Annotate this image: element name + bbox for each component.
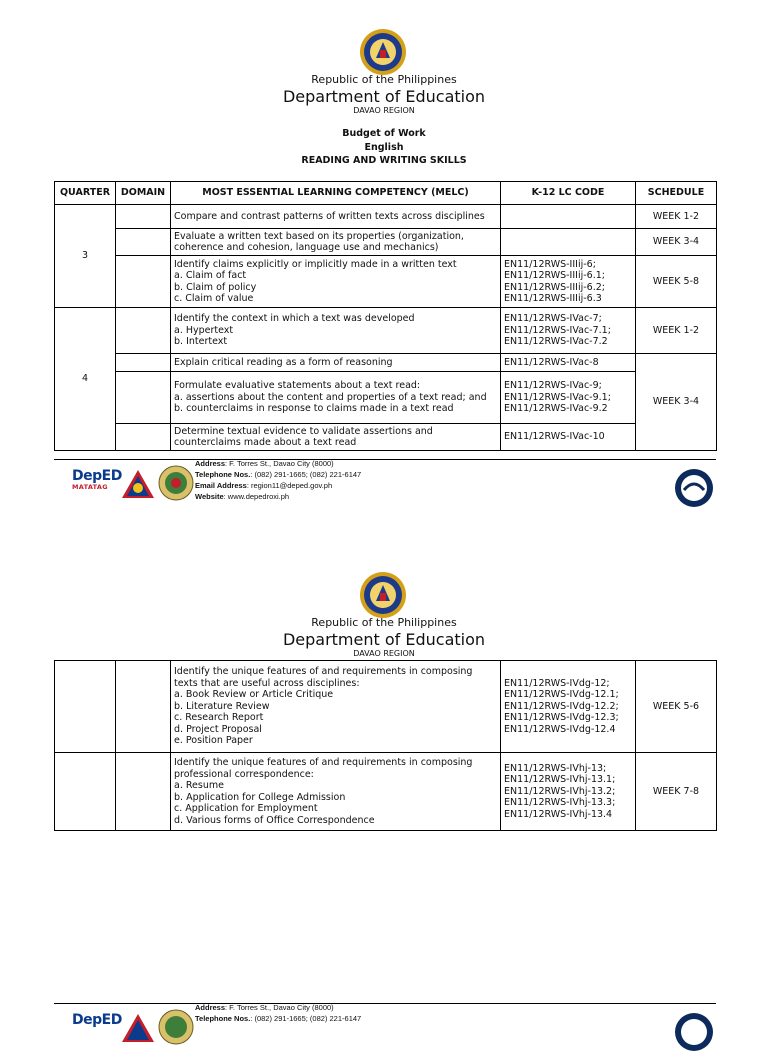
quarter-cell <box>55 661 116 753</box>
address-value: : F. Torres St., Davao City (8000) <box>225 459 334 468</box>
certification-badge-icon <box>674 1012 714 1052</box>
telephone-label: Telephone Nos. <box>195 1014 251 1023</box>
competency-cell: Compare and contrast patterns of written texts across disciplines <box>171 205 501 229</box>
domain-cell <box>116 256 171 308</box>
competency-cell: Identify claims explicitly or implicitly made in a written text a. Claim of fact b. Claim of policy c. Claim of value <box>171 256 501 308</box>
region-line: DAVAO REGION <box>353 649 415 658</box>
code-cell: EN11/12RWS-IIIij-6; EN11/12RWS-IIIij-6.1; EN11/12RWS-IIIij-6.2; EN11/12RWS-IIIij-6.3 <box>501 256 636 308</box>
table-row <box>55 229 717 256</box>
domain-cell <box>116 372 171 424</box>
footer <box>54 459 716 520</box>
code-cell <box>501 205 636 229</box>
domain-cell <box>116 753 171 831</box>
code-cell: EN11/12RWS-IVac-9; EN11/12RWS-IVac-9.1; EN11/12RWS-IVac-9.2 <box>501 372 636 424</box>
schedule-cell: WEEK 7-8 <box>636 753 717 831</box>
code-cell: EN11/12RWS-IVdg-12; EN11/12RWS-IVdg-12.1; EN11/12RWS-IVdg-12.2; EN11/12RWS-IVdg-12.3; EN11/12RWS-IVdg-12.4 <box>501 661 636 753</box>
code-cell: EN11/12RWS-IVac-8 <box>501 354 636 372</box>
schedule-cell: WEEK 3-4 <box>636 229 717 256</box>
schedule-cell: WEEK 3-4 <box>636 354 717 451</box>
email-label: Email Address <box>195 481 247 490</box>
bagong-pilipinas-logo-icon <box>120 468 156 502</box>
deped-logo <box>72 468 122 491</box>
quarter-cell <box>55 753 116 831</box>
col-melc: MOST ESSENTIAL LEARNING COMPETENCY (MELC) <box>171 182 501 205</box>
table-header-row <box>55 182 717 205</box>
quarter-cell: 3 <box>55 205 116 308</box>
competency-cell: Evaluate a written text based on its properties (organization, coherence and cohesion, language use and mechanics) <box>171 229 501 256</box>
contact-block <box>195 458 361 502</box>
table-row <box>55 354 717 372</box>
address-line <box>195 1002 361 1013</box>
col-quarter: QUARTER <box>55 182 116 205</box>
col-schedule: SCHEDULE <box>636 182 717 205</box>
domain-cell <box>116 424 171 451</box>
budget-table-continued <box>54 660 717 831</box>
domain-cell <box>116 661 171 753</box>
table-row <box>55 661 717 753</box>
schedule-cell: WEEK 1-2 <box>636 308 717 354</box>
code-cell: EN11/12RWS-IVac-10 <box>501 424 636 451</box>
title-course: READING AND WRITING SKILLS <box>301 155 467 166</box>
address-label: Address <box>195 459 226 468</box>
domain-cell <box>116 205 171 229</box>
code-cell <box>501 229 636 256</box>
region-seal-icon <box>158 1009 194 1045</box>
title-subject: English <box>364 141 404 153</box>
department-title: Department of Education <box>282 87 486 106</box>
code-cell: EN11/12RWS-IVac-7; EN11/12RWS-IVac-7.1; EN11/12RWS-IVac-7.2 <box>501 308 636 354</box>
schedule-cell: WEEK 5-6 <box>636 661 717 753</box>
matatag-logo-text: MATATAG <box>72 483 108 491</box>
address-label: Address <box>195 1003 226 1012</box>
col-code: K-12 LC CODE <box>501 182 636 205</box>
deped-seal-icon <box>359 571 407 619</box>
table-row <box>55 205 717 229</box>
footer <box>54 1003 716 1064</box>
deped-seal-icon <box>359 28 407 76</box>
table-row <box>55 256 717 308</box>
competency-cell: Determine textual evidence to validate assertions and counterclaims made about a text read <box>171 424 501 451</box>
certification-badge-icon <box>674 468 714 508</box>
republic-line: Republic of the Philippines <box>311 616 457 629</box>
competency-cell: Formulate evaluative statements about a text read: a. assertions about the content and properties of a text read; and b. counterclaims in response to claims made in a text read <box>171 372 501 424</box>
domain-cell <box>116 308 171 354</box>
competency-cell: Identify the unique features of and requirements in composing texts that are useful across disciplines: a. Book Review or Article Critique b. Literature Review c. Research Report d. Project Proposal e. Position Paper <box>171 661 501 753</box>
deped-logo-text: DepED <box>72 1012 122 1028</box>
table-row <box>55 308 717 354</box>
telephone-value: : (082) 291-1665; (082) 221-6147 <box>250 470 362 479</box>
title-budget: Budget of Work <box>342 128 426 139</box>
deped-logo-text: DepED <box>72 468 122 484</box>
website-line <box>195 491 361 502</box>
address-line <box>195 458 361 469</box>
website-value: : www.depedroxi.ph <box>223 492 290 501</box>
telephone-line <box>195 469 361 480</box>
telephone-label: Telephone Nos. <box>195 470 251 479</box>
website-label: Website <box>195 492 224 501</box>
competency-cell: Identify the unique features of and requirements in composing professional correspondence: a. Resume b. Application for College Admission c. Application for Employment d. Various forms of Office Correspondence <box>171 753 501 831</box>
region-line: DAVAO REGION <box>353 106 415 115</box>
table-row <box>55 372 717 424</box>
doc-title <box>0 127 768 168</box>
code-cell: EN11/12RWS-IVhj-13; EN11/12RWS-IVhj-13.1; EN11/12RWS-IVhj-13.2; EN11/12RWS-IVhj-13.3; EN11/12RWS-IVhj-13.4 <box>501 753 636 831</box>
republic-line: Republic of the Philippines <box>311 73 457 86</box>
email-line <box>195 480 361 491</box>
table-row <box>55 753 717 831</box>
telephone-line <box>195 1013 361 1024</box>
bagong-pilipinas-logo-icon <box>120 1012 156 1046</box>
col-domain: DOMAIN <box>116 182 171 205</box>
competency-cell: Identify the context in which a text was developed a. Hypertext b. Intertext <box>171 308 501 354</box>
domain-cell <box>116 229 171 256</box>
address-value: : F. Torres St., Davao City (8000) <box>225 1003 334 1012</box>
contact-block <box>195 1002 361 1024</box>
schedule-cell: WEEK 1-2 <box>636 205 717 229</box>
budget-table <box>54 181 717 451</box>
domain-cell <box>116 354 171 372</box>
schedule-cell: WEEK 5-8 <box>636 256 717 308</box>
deped-logo <box>72 1012 122 1028</box>
region-seal-icon <box>158 465 194 501</box>
telephone-value: : (082) 291-1665; (082) 221-6147 <box>250 1014 362 1023</box>
email-value: : region11@deped.gov.ph <box>246 481 333 490</box>
table-row <box>55 424 717 451</box>
quarter-cell: 4 <box>55 308 116 451</box>
department-title: Department of Education <box>282 630 486 649</box>
competency-cell: Explain critical reading as a form of reasoning <box>171 354 501 372</box>
